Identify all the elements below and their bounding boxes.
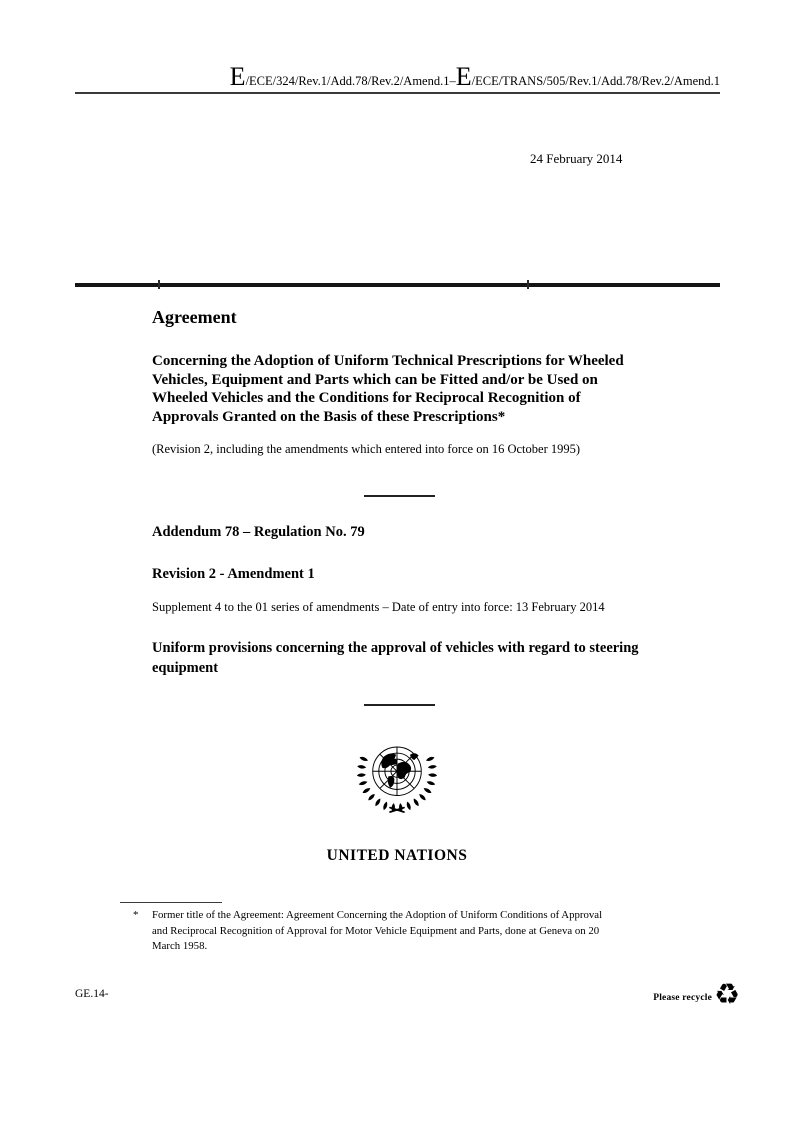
agreement-subtitle: Concerning the Adoption of Uniform Technical Prescriptions for Wheeled Vehicles, Equipment and Parts which can be Fitted and/or be Used on Wheeled Vehicles and the Conditions for Reciprocal Recognition of Approvals Granted on the Basis of these Prescriptions* bbox=[152, 353, 624, 425]
section-divider bbox=[364, 704, 435, 706]
footnote-marker: * bbox=[133, 909, 139, 921]
recycle-label: Please recycle bbox=[653, 992, 712, 1003]
footnote-text: Former title of the Agreement: Agreement Concerning the Adoption of Uniform Conditions of Approval and Reciprocal Recognition of Approval for Motor Vehicle Equipment and Parts, done at Geneva on 20 March 1958. bbox=[152, 909, 603, 953]
footnote bbox=[133, 908, 633, 955]
header-doc-symbols bbox=[230, 64, 720, 90]
section-divider bbox=[364, 495, 435, 497]
masthead-tick bbox=[158, 280, 160, 289]
subject-title: Uniform provisions concerning the approval of vehicles with regard to steering equipment bbox=[152, 640, 639, 676]
doc-symbol-1-rest: /ECE/324/Rev.1/Add.78/Rev.2/Amend.1 bbox=[245, 74, 450, 88]
revision-amendment-title: Revision 2 - Amendment 1 bbox=[152, 566, 315, 582]
recycle-badge bbox=[612, 977, 740, 1011]
doc-symbol-separator: – bbox=[449, 74, 456, 88]
doc-symbol-2-initial: E bbox=[455, 62, 472, 91]
header-rule bbox=[75, 92, 720, 94]
doc-code: GE.14- bbox=[75, 988, 109, 1000]
masthead-rule bbox=[75, 283, 720, 287]
un-emblem-icon bbox=[345, 731, 449, 815]
organization-name: UNITED NATIONS bbox=[326, 847, 468, 864]
doc-symbol-2-rest: /ECE/TRANS/505/Rev.1/Add.78/Rev.2/Amend.1 bbox=[471, 74, 720, 88]
supplement-line: Supplement 4 to the 01 series of amendments – Date of entry into force: 13 February 2014 bbox=[152, 600, 605, 614]
masthead-tick bbox=[527, 280, 529, 289]
doc-symbol-1-initial: E bbox=[229, 62, 246, 91]
agreement-title: Agreement bbox=[152, 307, 237, 327]
issue-date: 24 February 2014 bbox=[530, 151, 623, 166]
revision-note: (Revision 2, including the amendments which entered into force on 16 October 1995) bbox=[152, 442, 581, 456]
addendum-title: Addendum 78 – Regulation No. 79 bbox=[152, 524, 365, 540]
un-emblem-wrap bbox=[345, 731, 449, 815]
recycle-icon: ♻ bbox=[714, 977, 740, 1011]
footnote-rule bbox=[120, 902, 222, 903]
